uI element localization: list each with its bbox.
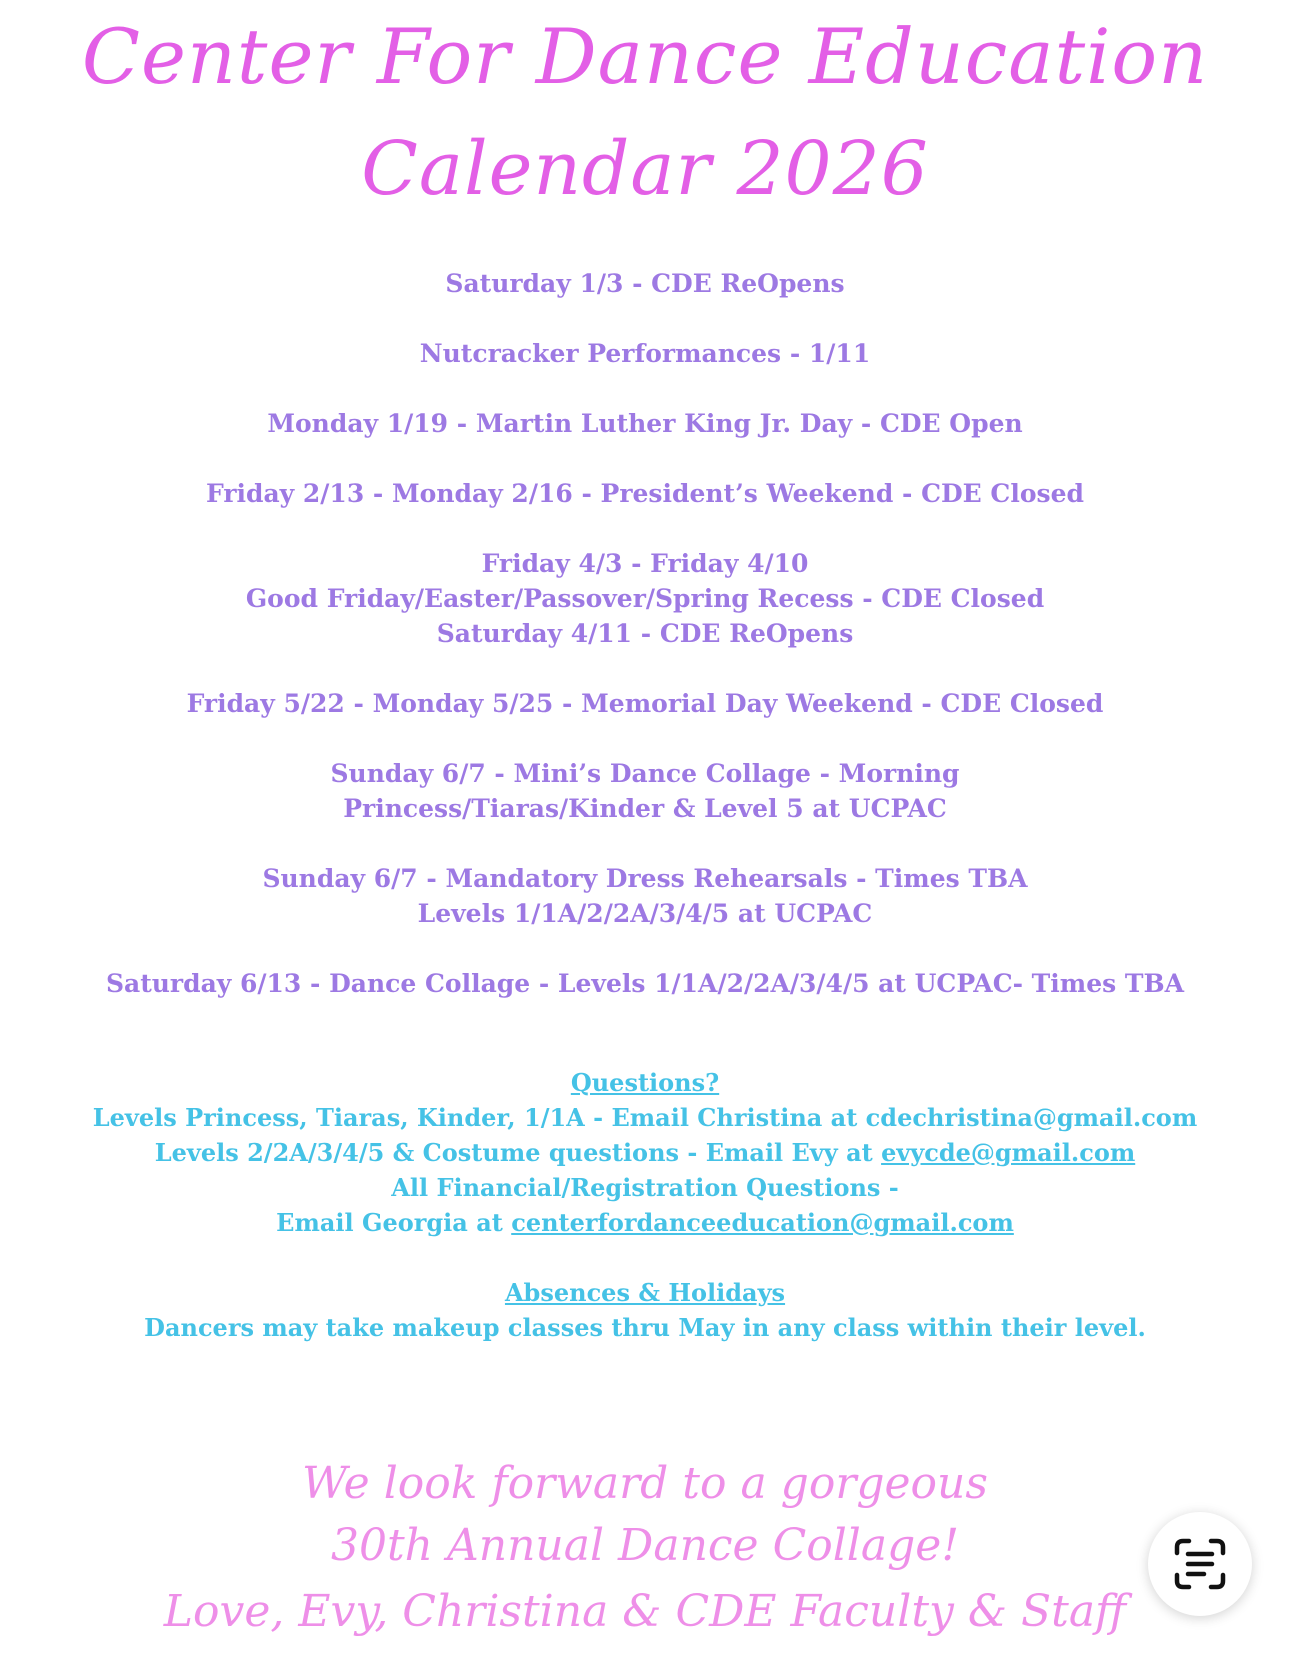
contact-line-christina: Levels Princess, Tiaras, Kinder, 1/1A - Email Christina at cdechristina@gmail.com — [92, 1103, 1198, 1132]
event-line: Sunday 6/7 - Mini’s Dance Collage - Morning — [330, 759, 960, 788]
event-line: Good Friday/Easter/Passover/Spring Recess - CDE Closed — [245, 584, 1045, 613]
email-link-evy[interactable]: evycde@gmail.com — [881, 1138, 1136, 1167]
event-item — [0, 966, 1290, 1001]
event-line: Nutcracker Performances - 1/11 — [419, 339, 871, 368]
event-item — [0, 266, 1290, 301]
contact-line-financial: All Financial/Registration Questions - — [391, 1173, 899, 1202]
event-item — [0, 861, 1290, 931]
closing-line: 30th Annual Dance Collage! — [330, 1520, 959, 1571]
event-line: Saturday 4/11 - CDE ReOpens — [436, 619, 854, 648]
event-item — [0, 336, 1290, 371]
event-item — [0, 476, 1290, 511]
event-item — [0, 756, 1290, 826]
event-line: Friday 5/22 - Monday 5/25 - Memorial Day Weekend - CDE Closed — [186, 689, 1104, 718]
questions-heading: Questions? — [570, 1068, 720, 1097]
contact-line-evy — [0, 1135, 1290, 1170]
event-line: Levels 1/1A/2/2A/3/4/5 at UCPAC — [417, 899, 873, 928]
closing-signature: Love, Evy, Christina & CDE Faculty & Staff — [163, 1586, 1127, 1637]
spacer — [0, 1240, 1290, 1275]
text-scan-button[interactable] — [1148, 1512, 1252, 1616]
event-line: Friday 4/3 - Friday 4/10 — [481, 549, 809, 578]
event-line: Monday 1/19 - Martin Luther King Jr. Day - CDE Open — [267, 409, 1023, 438]
event-item — [0, 686, 1290, 721]
absences-text: Dancers may take makeup classes thru May in any class within their level. — [144, 1313, 1146, 1342]
event-line: Saturday 6/13 - Dance Collage - Levels 1/1A/2/2A/3/4/5 at UCPAC- Times TBA — [105, 969, 1185, 998]
absences-heading: Absences & Holidays — [504, 1278, 786, 1307]
page-subtitle: Calendar 2026 — [361, 126, 929, 212]
contact-text: Email Georgia at — [276, 1208, 512, 1237]
event-item — [0, 546, 1290, 651]
contact-section — [0, 1065, 1290, 1345]
page-title: Center For Dance Education — [81, 12, 1209, 101]
events-list — [0, 266, 1290, 1036]
contact-text: Levels 2/2A/3/4/5 & Costume questions - Email Evy at — [154, 1138, 882, 1167]
event-line: Friday 2/13 - Monday 2/16 - President’s Weekend - CDE Closed — [206, 479, 1084, 508]
contact-line-georgia — [0, 1205, 1290, 1240]
closing-line: We look forward to a gorgeous — [302, 1458, 988, 1509]
text-scan-icon — [1173, 1537, 1227, 1591]
event-item — [0, 406, 1290, 441]
event-line: Princess/Tiaras/Kinder & Level 5 at UCPAC — [343, 794, 947, 823]
event-line: Saturday 1/3 - CDE ReOpens — [445, 269, 845, 298]
email-link-georgia[interactable]: centerfordanceeducation@gmail.com — [511, 1208, 1014, 1237]
event-line: Sunday 6/7 - Mandatory Dress Rehearsals - Times TBA — [262, 864, 1028, 893]
